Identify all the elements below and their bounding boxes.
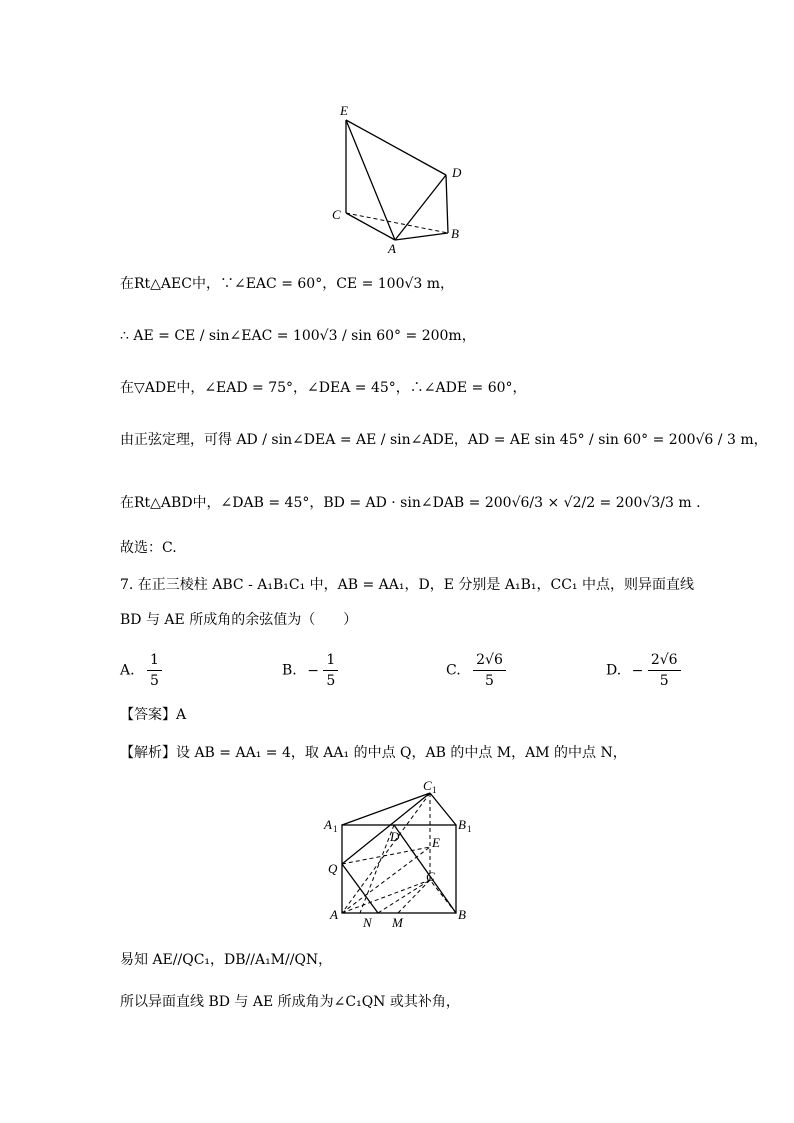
text-line-8: 所以异面直线 BD 与 AE 所成角为∠C₁QN 或其补角， [120,994,460,1010]
label-E: E [432,835,440,850]
label-D: D [452,165,462,180]
label-M: M [392,915,403,930]
text-line-7: 易知 AE//QC₁，DB//A₁M//QN， [120,952,333,968]
label-E: E [340,103,348,118]
option-b: B. − $\frac{1}{5}$ [282,650,338,691]
label-Q: Q [328,861,338,876]
option-c: C. $\frac{2√6}{5}$ [446,650,506,691]
label-C: C [332,207,341,222]
label-N: N [363,915,372,930]
text-line-3: 在▽ADE中，∠EAD = 75°，∠DEA = 45°，∴∠ADE = 60°， [120,380,527,396]
label-C1-sub: 1 [432,785,437,795]
question-7-line-1: 7. 在正三棱柱 ABC - A₁B₁C₁ 中，AB = AA₁，D，E 分别是 A₁B₁，CC₁ 中点，则异面直线 [120,577,694,593]
label-A: A [330,907,338,922]
text-line-5: 在Rt△ABD中，∠DAB = 45°，BD = AD · sin∠DAB = 200√6/3 × √2/2 = 200√3/3 m . [120,495,701,511]
label-B1-sub: 1 [467,824,472,834]
label-B: B [451,226,459,241]
text-line-4: 由正弦定理，可得 AD / sin∠DEA = AE / sin∠ADE，AD = AE sin 45° / sin 60° = 200√6 / 3 m， [120,432,768,448]
label-B: B [458,907,466,922]
figure-prism [320,775,480,935]
text-line-2: ∴ AE = CE / sin∠EAC = 100√3 / sin 60° = 200m， [120,328,476,344]
text-line-6: 故选：C. [120,540,177,556]
label-C1: C [423,778,432,793]
option-d: D. − $\frac{2√6}{5}$ [606,650,681,691]
label-A: A [388,241,396,255]
label-A1: A [324,817,332,832]
option-a: A. $\frac{1}{5}$ [120,650,162,691]
label-D: D [390,829,400,844]
figure-pyramid [320,95,480,255]
text-line-1: 在Rt△AEC中，∵∠EAC = 60°，CE = 100√3 m， [120,276,455,292]
label-C: C [426,869,435,884]
answer-line: 【答案】A [120,707,187,723]
analysis-line: 【解析】设 AB = AA₁ = 4，取 AA₁ 的中点 Q，AB 的中点 M，AM 的中点 N， [120,745,627,761]
label-A1-sub: 1 [333,824,338,834]
question-7-line-2: BD 与 AE 所成角的余弦值为（ ） [120,612,358,628]
label-B1: B [458,817,466,832]
